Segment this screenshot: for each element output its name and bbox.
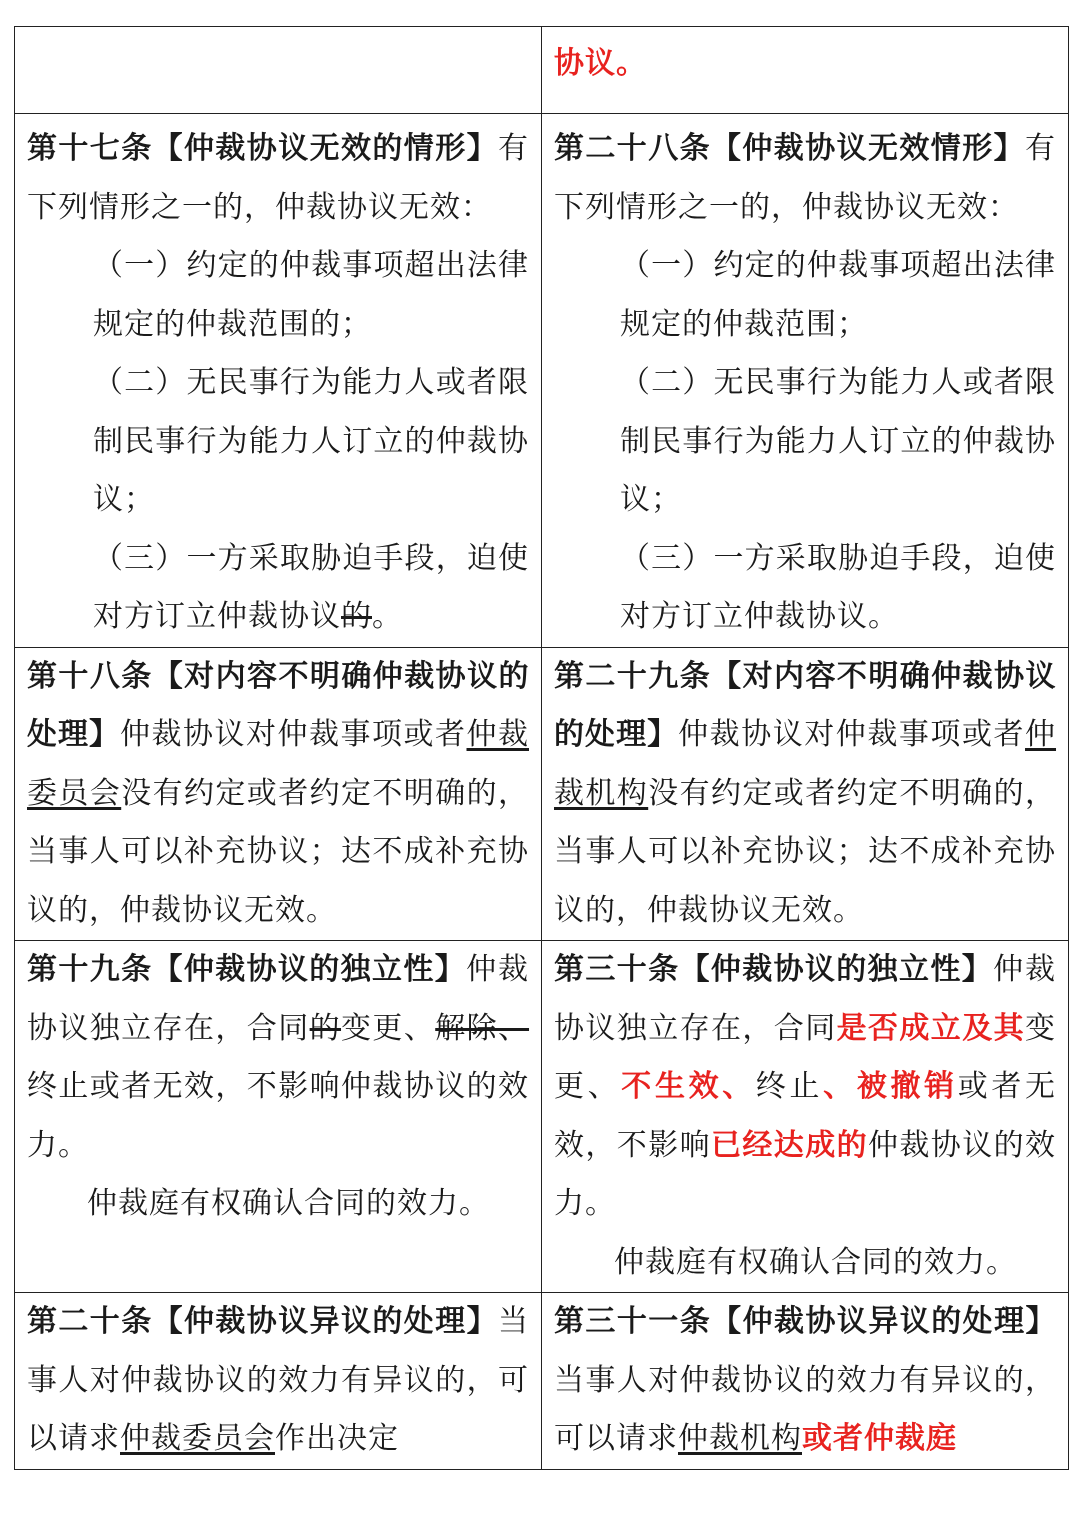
new-article-cell bbox=[542, 647, 1069, 941]
article-text: 仲裁庭有权确认合同的效力。 bbox=[87, 1186, 490, 1221]
article-item bbox=[554, 354, 1056, 530]
old-article-cell bbox=[15, 941, 542, 1293]
article-text: 当事人对仲裁协议的效力有异议的，可以请求 bbox=[554, 1362, 1056, 1456]
article-paragraph bbox=[554, 120, 1056, 237]
new-article-cell bbox=[542, 1293, 1069, 1470]
article-paragraph bbox=[554, 941, 1056, 1234]
article-text: （三）一方采取胁迫手段，迫使对方订立仲裁协议。 bbox=[620, 540, 1056, 634]
article-text: 仲裁庭有权确认合同的效力。 bbox=[614, 1244, 1017, 1280]
article-text: 变更、 bbox=[341, 1010, 436, 1046]
article-item bbox=[27, 530, 529, 647]
new-article-cell bbox=[542, 114, 1069, 648]
old-article-cell bbox=[15, 647, 542, 941]
article-title: 第三十一条【仲裁协议异议的处理】 bbox=[554, 1304, 1056, 1339]
article-paragraph bbox=[27, 120, 529, 237]
article-paragraph bbox=[554, 1293, 1056, 1469]
added-text: 或者仲裁庭 bbox=[802, 1421, 957, 1456]
deleted-text: 的 bbox=[341, 599, 372, 634]
article-title: 第十七条【仲裁协议无效的情形】 bbox=[27, 131, 498, 166]
article-text: （三）一方采取胁迫手段，迫使对方订立仲裁协议 bbox=[93, 540, 529, 634]
article-item bbox=[27, 354, 529, 530]
article-text: （一）约定的仲裁事项超出法律规定的仲裁范围的； bbox=[93, 248, 529, 342]
added-text: 是否成立及其 bbox=[836, 1010, 1026, 1046]
article-item bbox=[554, 530, 1056, 647]
new-article-cell bbox=[542, 941, 1069, 1293]
article-text: 。 bbox=[372, 599, 403, 634]
article-title: 第十八条【对内容不明确仲裁协议的处理】 bbox=[27, 658, 529, 752]
table-row bbox=[15, 647, 1069, 941]
article-paragraph bbox=[27, 1175, 529, 1234]
table-row bbox=[15, 941, 1069, 1293]
article-text: 仲裁协议的效力。 bbox=[554, 1127, 1056, 1221]
article-title: 第三十条【仲裁协议的独立性】 bbox=[554, 952, 994, 987]
article-text: （二）无民事行为能力人或者限制民事行为能力人订立的仲裁协议； bbox=[93, 365, 529, 517]
article-text: （二）无民事行为能力人或者限制民事行为能力人订立的仲裁协议； bbox=[620, 365, 1056, 517]
article-paragraph bbox=[554, 1234, 1056, 1293]
table-row bbox=[15, 27, 1069, 114]
article-title: 第二十九条【对内容不明确仲裁协议的处理】 bbox=[554, 658, 1056, 752]
old-article-cell bbox=[15, 1293, 542, 1470]
article-item bbox=[27, 237, 529, 354]
article-text: 有下列情形之一的，仲裁协议无效： bbox=[554, 131, 1056, 225]
article-text: 作出决定 bbox=[275, 1421, 399, 1456]
article-text: 没有约定或者约定不明确的，当事人可以补充协议；达不成补充协议的，仲裁协议无效。 bbox=[27, 775, 530, 928]
article-title: 第二十条【仲裁协议异议的处理】 bbox=[27, 1304, 498, 1339]
table-row bbox=[15, 114, 1069, 648]
underlined-text: 仲裁委员会 bbox=[120, 1421, 275, 1456]
old-article-cell bbox=[15, 27, 542, 114]
article-text: （一）约定的仲裁事项超出法律规定的仲裁范围； bbox=[620, 248, 1056, 342]
article-paragraph bbox=[554, 648, 1056, 941]
article-paragraph bbox=[27, 941, 529, 1175]
article-paragraph bbox=[27, 1293, 529, 1469]
underlined-text: 仲裁机构 bbox=[678, 1421, 802, 1456]
new-article-cell bbox=[542, 27, 1069, 114]
article-text: 当事人对仲裁协议的效力有异议的，可以请求 bbox=[27, 1304, 529, 1456]
article-text: 变更、 bbox=[554, 1010, 1057, 1104]
deleted-text: 解除、 bbox=[435, 1010, 530, 1046]
article-text: 仲裁协议对仲裁事项或者 bbox=[120, 717, 467, 752]
added-text: 协议。 bbox=[554, 46, 647, 81]
underlined-text: 仲裁机构 bbox=[554, 717, 1057, 811]
article-item bbox=[554, 237, 1056, 354]
article-text: 仲裁协议对仲裁事项或者 bbox=[678, 717, 1026, 752]
deleted-text: 的 bbox=[309, 1010, 342, 1046]
article-title: 第二十八条【仲裁协议无效情形】 bbox=[554, 131, 1025, 166]
article-text: 或者无效，不影响 bbox=[554, 1069, 1057, 1163]
article-text: 终止 bbox=[755, 1069, 824, 1104]
added-text: 、被撤销 bbox=[823, 1069, 958, 1104]
added-text: 不生效、 bbox=[621, 1069, 756, 1104]
article-text: 仲裁协议独立存在，合同 bbox=[554, 952, 1057, 1046]
comparison-page bbox=[14, 26, 1067, 1470]
article-paragraph bbox=[27, 648, 529, 941]
table-row bbox=[15, 1293, 1069, 1470]
article-text: 没有约定或者约定不明确的，当事人可以补充协议；达不成补充协议的，仲裁协议无效。 bbox=[554, 775, 1057, 928]
law-comparison-table bbox=[14, 26, 1069, 1470]
added-text: 已经达成的 bbox=[711, 1127, 868, 1163]
old-article-cell bbox=[15, 114, 542, 648]
article-text: 有下列情形之一的，仲裁协议无效： bbox=[27, 131, 529, 225]
article-title: 第十九条【仲裁协议的独立性】 bbox=[27, 952, 467, 987]
article-text: 终止或者无效，不影响仲裁协议的效力。 bbox=[27, 1069, 529, 1163]
article-text: 仲裁协议独立存在，合同 bbox=[27, 952, 530, 1046]
underlined-text: 仲裁委员会 bbox=[27, 717, 529, 811]
